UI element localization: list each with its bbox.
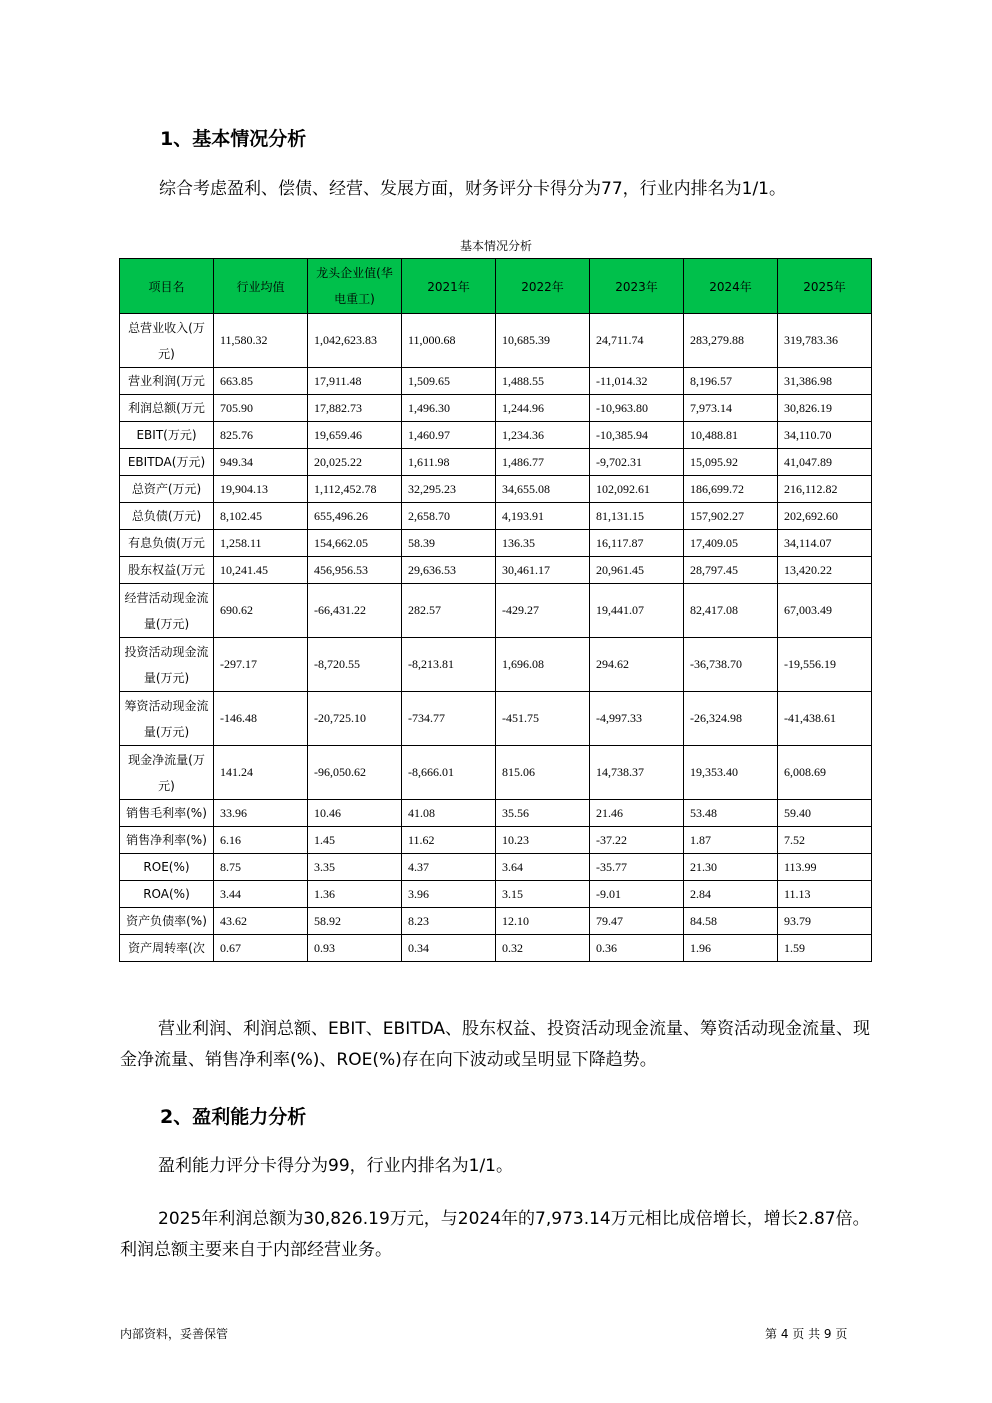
table-cell: 41,047.89 xyxy=(778,449,872,476)
table-cell: 81,131.15 xyxy=(590,503,684,530)
table-cell: 1.59 xyxy=(778,935,872,962)
table-cell: -297.17 xyxy=(214,638,308,692)
table-row xyxy=(120,638,872,692)
row-label: EBIT(万元) xyxy=(120,422,214,449)
table-cell: 34,114.07 xyxy=(778,530,872,557)
table-cell: 67,003.49 xyxy=(778,584,872,638)
table-cell: 1,258.11 xyxy=(214,530,308,557)
table-cell: 282.57 xyxy=(402,584,496,638)
table-cell: 11.13 xyxy=(778,881,872,908)
table-cell: 10.23 xyxy=(496,827,590,854)
table-header-row xyxy=(120,259,872,314)
table-cell: -35.77 xyxy=(590,854,684,881)
row-label: 筹资活动现金流量(万元) xyxy=(120,692,214,746)
table-cell: 24,711.74 xyxy=(590,314,684,368)
table-cell: 33.96 xyxy=(214,800,308,827)
table-cell: 154,662.05 xyxy=(308,530,402,557)
table-cell: 17,882.73 xyxy=(308,395,402,422)
table-cell: 186,699.72 xyxy=(684,476,778,503)
table-cell: 21.30 xyxy=(684,854,778,881)
header-2024: 2024年 xyxy=(684,259,778,314)
table-cell: 0.67 xyxy=(214,935,308,962)
table-cell: 0.34 xyxy=(402,935,496,962)
table-cell: 1,488.55 xyxy=(496,368,590,395)
table-cell: 3.15 xyxy=(496,881,590,908)
table-cell: 43.62 xyxy=(214,908,308,935)
table-row xyxy=(120,854,872,881)
table-cell: 815.06 xyxy=(496,746,590,800)
table-cell: 8,196.57 xyxy=(684,368,778,395)
table-cell: 1,234.36 xyxy=(496,422,590,449)
table-cell: 0.93 xyxy=(308,935,402,962)
table-cell: 2,658.70 xyxy=(402,503,496,530)
table-cell: -66,431.22 xyxy=(308,584,402,638)
row-label: 资产负债率(%) xyxy=(120,908,214,935)
section-1-summary: 综合考虑盈利、偿债、经营、发展方面，财务评分卡得分为77，行业内排名为1/1。 xyxy=(159,179,786,199)
table-cell: -9.01 xyxy=(590,881,684,908)
table-row xyxy=(120,827,872,854)
table-cell: 1,244.96 xyxy=(496,395,590,422)
table-cell: 456,956.53 xyxy=(308,557,402,584)
table-cell: -8,213.81 xyxy=(402,638,496,692)
profitability-detail: 2025年利润总额为30,826.19万元，与2024年的7,973.14万元相比成倍增长，增长2.87倍。利润总额主要来自于内部经营业务。 xyxy=(120,1209,870,1260)
table-row xyxy=(120,422,872,449)
table-row xyxy=(120,746,872,800)
table-cell: -96,050.62 xyxy=(308,746,402,800)
table-cell: 655,496.26 xyxy=(308,503,402,530)
section-2-heading: 2、盈利能力分析 xyxy=(160,1106,307,1128)
table-cell: 825.76 xyxy=(214,422,308,449)
table-cell: 84.58 xyxy=(684,908,778,935)
footer-confidential: 内部资料，妥善保管 xyxy=(120,1327,229,1341)
table-row xyxy=(120,692,872,746)
table-cell: 20,025.22 xyxy=(308,449,402,476)
row-label: 现金净流量(万元) xyxy=(120,746,214,800)
table-row xyxy=(120,584,872,638)
table-cell: 283,279.88 xyxy=(684,314,778,368)
footer-page-number: 第 4 页 共 9 页 xyxy=(765,1327,848,1341)
table-cell: 1.96 xyxy=(684,935,778,962)
table-cell: 7,973.14 xyxy=(684,395,778,422)
table-cell: 663.85 xyxy=(214,368,308,395)
header-2025: 2025年 xyxy=(778,259,872,314)
table-cell: 28,797.45 xyxy=(684,557,778,584)
table-cell: -8,666.01 xyxy=(402,746,496,800)
table-cell: 41.08 xyxy=(402,800,496,827)
row-label: 股东权益(万元 xyxy=(120,557,214,584)
table-cell: 17,911.48 xyxy=(308,368,402,395)
table-cell: 19,441.07 xyxy=(590,584,684,638)
table-cell: 32,295.23 xyxy=(402,476,496,503)
table-cell: -8,720.55 xyxy=(308,638,402,692)
table-cell: 1,509.65 xyxy=(402,368,496,395)
table-cell: 82,417.08 xyxy=(684,584,778,638)
header-item-name: 项目名 xyxy=(120,259,214,314)
row-label: 总负债(万元) xyxy=(120,503,214,530)
table-cell: 319,783.36 xyxy=(778,314,872,368)
table-cell: 11,000.68 xyxy=(402,314,496,368)
table-cell: 58.39 xyxy=(402,530,496,557)
table-cell: 93.79 xyxy=(778,908,872,935)
table-row xyxy=(120,314,872,368)
row-label: 有息负债(万元 xyxy=(120,530,214,557)
table-cell: 0.36 xyxy=(590,935,684,962)
header-2023: 2023年 xyxy=(590,259,684,314)
table-cell: 949.34 xyxy=(214,449,308,476)
row-label: 总资产(万元) xyxy=(120,476,214,503)
table-row xyxy=(120,908,872,935)
table-row xyxy=(120,800,872,827)
table-row xyxy=(120,476,872,503)
row-label: 总营业收入(万元) xyxy=(120,314,214,368)
table-cell: 8.23 xyxy=(402,908,496,935)
table-cell: 8.75 xyxy=(214,854,308,881)
table-cell: 3.35 xyxy=(308,854,402,881)
table-cell: 1,486.77 xyxy=(496,449,590,476)
table-cell: 35.56 xyxy=(496,800,590,827)
table-row xyxy=(120,395,872,422)
table-cell: -429.27 xyxy=(496,584,590,638)
table-cell: 1,611.98 xyxy=(402,449,496,476)
row-label: 投资活动现金流量(万元) xyxy=(120,638,214,692)
table-cell: 10.46 xyxy=(308,800,402,827)
table-cell: 3.44 xyxy=(214,881,308,908)
header-industry-average: 行业均值 xyxy=(214,259,308,314)
table-cell: 141.24 xyxy=(214,746,308,800)
table-cell: 11.62 xyxy=(402,827,496,854)
table-cell: 1,042,623.83 xyxy=(308,314,402,368)
row-label: ROA(%) xyxy=(120,881,214,908)
table-cell: 30,826.19 xyxy=(778,395,872,422)
table-cell: 202,692.60 xyxy=(778,503,872,530)
table-cell: -10,385.94 xyxy=(590,422,684,449)
header-2022: 2022年 xyxy=(496,259,590,314)
table-cell: 7.52 xyxy=(778,827,872,854)
table-cell: 15,095.92 xyxy=(684,449,778,476)
table-row xyxy=(120,449,872,476)
header-leader-value: 龙头企业值(华电重工) xyxy=(308,259,402,314)
table-cell: 19,904.13 xyxy=(214,476,308,503)
table-cell: 1.45 xyxy=(308,827,402,854)
table-cell: -37.22 xyxy=(590,827,684,854)
section-1-heading: 1、基本情况分析 xyxy=(160,128,307,150)
table-cell: 53.48 xyxy=(684,800,778,827)
table-cell: 34,655.08 xyxy=(496,476,590,503)
table-cell: 79.47 xyxy=(590,908,684,935)
table-cell: -9,702.31 xyxy=(590,449,684,476)
table-cell: 13,420.22 xyxy=(778,557,872,584)
row-label: 资产周转率(次 xyxy=(120,935,214,962)
table-cell: 1,112,452.78 xyxy=(308,476,402,503)
profitability-score: 盈利能力评分卡得分为99，行业内排名为1/1。 xyxy=(158,1156,513,1176)
table-cell: 29,636.53 xyxy=(402,557,496,584)
table-cell: 21.46 xyxy=(590,800,684,827)
table-cell: 30,461.17 xyxy=(496,557,590,584)
table-cell: -26,324.98 xyxy=(684,692,778,746)
table-cell: 20,961.45 xyxy=(590,557,684,584)
table-cell: 705.90 xyxy=(214,395,308,422)
table-cell: -451.75 xyxy=(496,692,590,746)
table-cell: 4,193.91 xyxy=(496,503,590,530)
row-label: 经营活动现金流量(万元) xyxy=(120,584,214,638)
table-cell: 16,117.87 xyxy=(590,530,684,557)
table-cell: 10,241.45 xyxy=(214,557,308,584)
table-cell: -20,725.10 xyxy=(308,692,402,746)
table-cell: 1.87 xyxy=(684,827,778,854)
financial-summary-table xyxy=(119,258,872,962)
table-row xyxy=(120,530,872,557)
table-row xyxy=(120,503,872,530)
row-label: 营业利润(万元 xyxy=(120,368,214,395)
table-cell: -10,963.80 xyxy=(590,395,684,422)
table-cell: 10,488.81 xyxy=(684,422,778,449)
table-cell: 2.84 xyxy=(684,881,778,908)
table-cell: 6,008.69 xyxy=(778,746,872,800)
table-cell: 59.40 xyxy=(778,800,872,827)
table-cell: -41,438.61 xyxy=(778,692,872,746)
table-cell: 3.96 xyxy=(402,881,496,908)
row-label: ROE(%) xyxy=(120,854,214,881)
row-label: 利润总额(万元 xyxy=(120,395,214,422)
table-cell: 1,460.97 xyxy=(402,422,496,449)
header-2021: 2021年 xyxy=(402,259,496,314)
table-cell: 294.62 xyxy=(590,638,684,692)
row-label: 销售毛利率(%) xyxy=(120,800,214,827)
table-cell: 19,353.40 xyxy=(684,746,778,800)
table-cell: 4.37 xyxy=(402,854,496,881)
table-cell: 58.92 xyxy=(308,908,402,935)
table-cell: 6.16 xyxy=(214,827,308,854)
table-row xyxy=(120,368,872,395)
table-cell: 136.35 xyxy=(496,530,590,557)
table-cell: 102,092.61 xyxy=(590,476,684,503)
table-row xyxy=(120,881,872,908)
table-cell: -19,556.19 xyxy=(778,638,872,692)
table-cell: 1,696.08 xyxy=(496,638,590,692)
table-cell: -11,014.32 xyxy=(590,368,684,395)
table-row xyxy=(120,557,872,584)
table-cell: -734.77 xyxy=(402,692,496,746)
table-cell: 14,738.37 xyxy=(590,746,684,800)
table-cell: 34,110.70 xyxy=(778,422,872,449)
table-cell: 3.64 xyxy=(496,854,590,881)
row-label: 销售净利率(%) xyxy=(120,827,214,854)
table-row xyxy=(120,935,872,962)
table-cell: 11,580.32 xyxy=(214,314,308,368)
table-cell: 1,496.30 xyxy=(402,395,496,422)
table-caption: 基本情况分析 xyxy=(459,239,532,253)
table-cell: 690.62 xyxy=(214,584,308,638)
table-cell: 19,659.46 xyxy=(308,422,402,449)
table-cell: -146.48 xyxy=(214,692,308,746)
table-cell: 10,685.39 xyxy=(496,314,590,368)
trend-note: 营业利润、利润总额、EBIT、EBITDA、股东权益、投资活动现金流量、筹资活动现金流量、现金净流量、销售净利率(%)、ROE(%)存在向下波动或呈明显下降趋势。 xyxy=(120,1019,871,1070)
table-cell: 8,102.45 xyxy=(214,503,308,530)
row-label: EBITDA(万元) xyxy=(120,449,214,476)
table-cell: 1.36 xyxy=(308,881,402,908)
table-cell: 31,386.98 xyxy=(778,368,872,395)
table-cell: -4,997.33 xyxy=(590,692,684,746)
table-cell: -36,738.70 xyxy=(684,638,778,692)
table-cell: 17,409.05 xyxy=(684,530,778,557)
table-cell: 216,112.82 xyxy=(778,476,872,503)
table-cell: 0.32 xyxy=(496,935,590,962)
table-cell: 12.10 xyxy=(496,908,590,935)
table-cell: 113.99 xyxy=(778,854,872,881)
table-cell: 157,902.27 xyxy=(684,503,778,530)
